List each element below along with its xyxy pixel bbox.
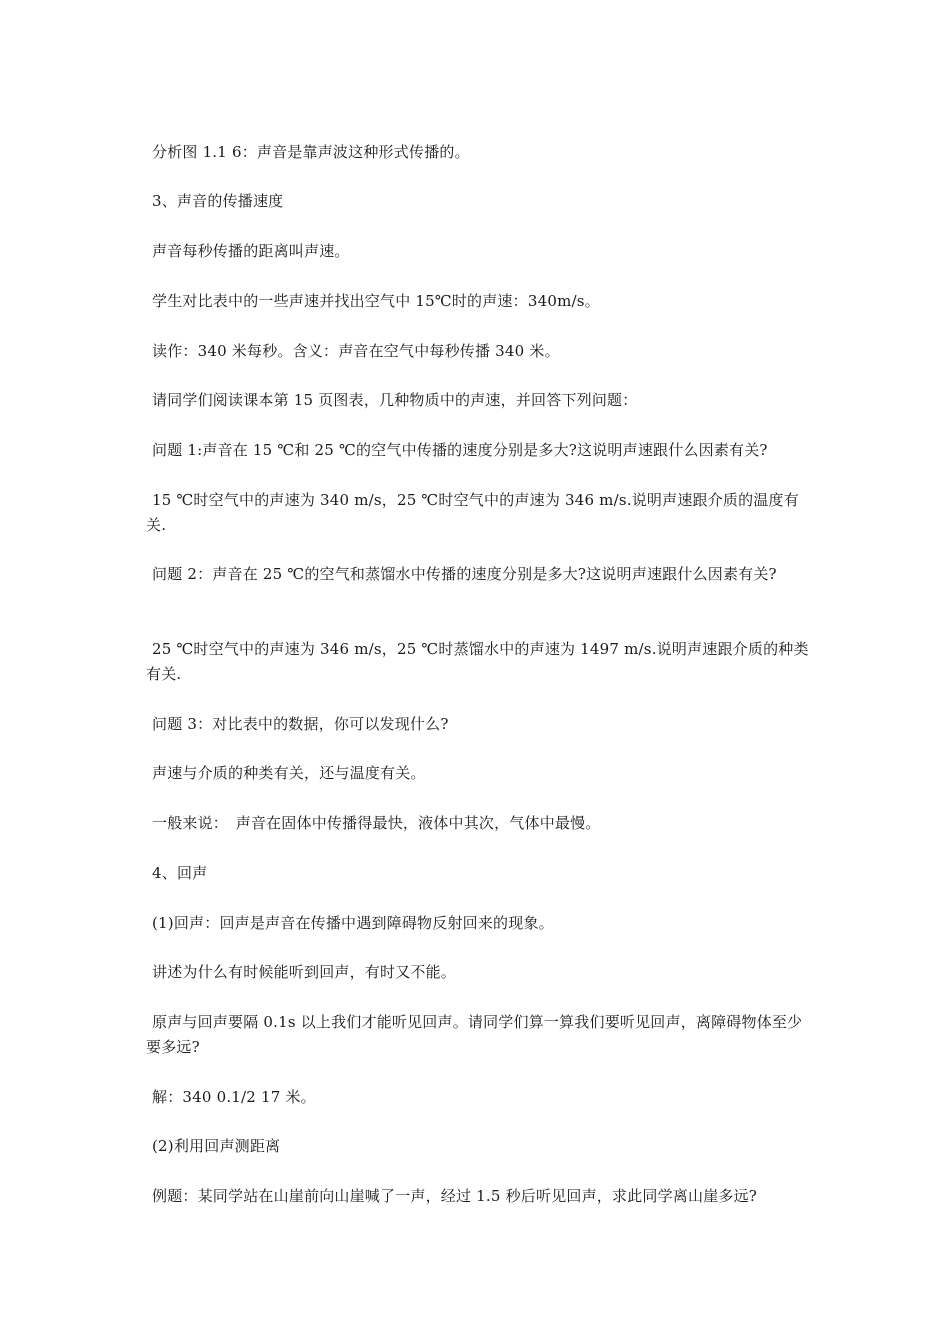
paragraph-question-2: 问题 2：声音在 25 ℃的空气和蒸馏水中传播的速度分别是多大?这说明声速跟什么因素有关?	[152, 565, 777, 583]
paragraph-sound-speed-definition: 声音每秒传播的距离叫声速。	[152, 242, 350, 260]
paragraph-reading-instruction: 请同学们阅读课本第 15 页图表，几种物质中的声速，并回答下列问题：	[152, 391, 638, 409]
paragraph-analysis-figure: 分析图 1.1 6：声音是靠声波这种形式传播的。	[152, 143, 470, 161]
paragraph-example-problem: 例题：某同学站在山崖前向山崖喊了一声，经过 1.5 秒后听见回声，求此同学离山崖多远?	[152, 1187, 758, 1205]
paragraph-question-1: 问题 1:声音在 15 ℃和 25 ℃的空气中传播的速度分别是多大?这说明声速跟什么因素有关?	[152, 441, 768, 459]
heading-sound-speed: 3、声音的传播速度	[152, 192, 284, 210]
paragraph-answer-2: 25 ℃时空气中的声速为 346 m/s，25 ℃时蒸馏水中的声速为 1497 m/s.说明声速跟介质的种类有关.	[146, 640, 809, 683]
heading-echo-distance: (2)利用回声测距离	[152, 1137, 281, 1155]
heading-echo: 4、回声	[152, 864, 208, 882]
paragraph-answer-1: 15 ℃时空气中的声速为 340 m/s，25 ℃时空气中的声速为 346 m/s.说明声速跟介质的温度有关.	[146, 491, 799, 534]
paragraph-air-speed-15c: 学生对比表中的一些声速并找出空气中 15℃时的声速：340m/s。	[152, 292, 600, 310]
paragraph-echo-solution: 解：340 0.1/2 17 米。	[152, 1088, 316, 1106]
paragraph-echo-interval: 原声与回声要隔 0.1s 以上我们才能听见回声。请同学们算一算我们要听见回声，离障碍物体至少要多远?	[146, 1013, 803, 1056]
paragraph-echo-explanation: 讲述为什么有时候能听到回声，有时又不能。	[152, 963, 457, 981]
paragraph-echo-definition: (1)回声：回声是声音在传播中遇到障碍物反射回来的现象。	[152, 914, 554, 932]
paragraph-general-rule: 一般来说： 声音在固体中传播得最快，液体中其次，气体中最慢。	[152, 814, 601, 832]
paragraph-answer-3: 声速与介质的种类有关，还与温度有关。	[152, 764, 426, 782]
paragraph-question-3: 问题 3：对比表中的数据，你可以发现什么?	[152, 715, 449, 733]
paragraph-reading-meaning: 读作：340 米每秒。含义：声音在空气中每秒传播 340 米。	[152, 342, 560, 360]
